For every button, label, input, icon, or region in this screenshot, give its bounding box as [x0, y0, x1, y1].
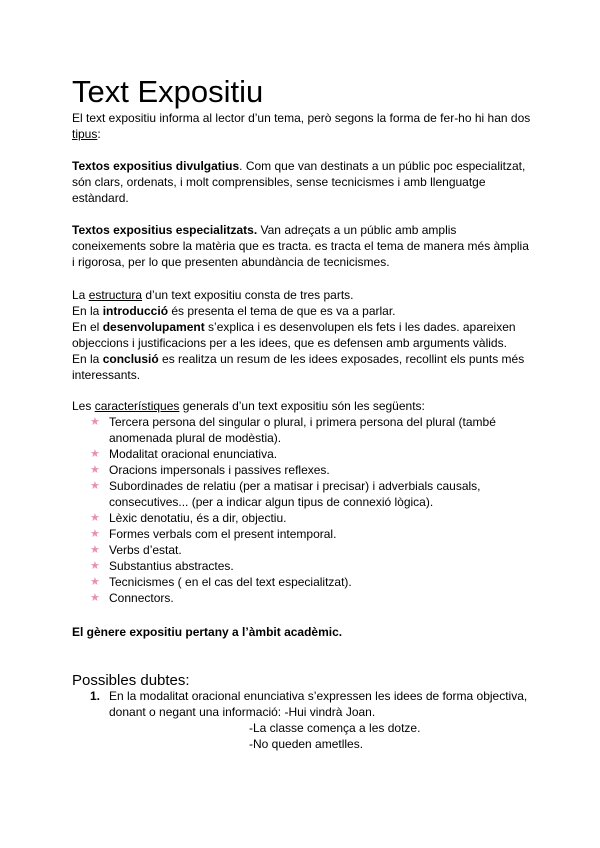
structure-paragraph: La estructura d’un text expositiu consta de tres parts. En la introducció és presenta el tema de que es va a parlar. En el desenvolupament s’explica i es desenvolupen els fets i les dades. apareixen objeccions i justificacions per a les idees, que es defensen amb arguments vàlids. En la conclusió es realitza un resum de les idees exposades, recollint els punts més interessants. [72, 288, 525, 382]
example-line: -No queden ametlles. [249, 737, 364, 751]
star-bullet-icon: ★ [90, 544, 100, 556]
estructura-link[interactable]: estructura [88, 288, 143, 302]
specialized-paragraph: Textos expositius especialitzats. Van adreçats a un públic amb amplis coneixements sobre la matèria que es tracta. es tracta el tema de manera més àmplia i rigorosa, per lo que presenten abundància de tecnicismes. [72, 223, 529, 269]
list-item: ★ Formes verbals com el present intemporal. [90, 527, 337, 541]
list-item: 1. En la modalitat oracional enunciativa s’expressen les idees de forma objectiva, donant o negant una informació: -Hui vindrà Joan. -La classe comença a les dotze. -No queden ametlles. [90, 689, 528, 751]
caracteristiques-link[interactable]: característiques [94, 399, 180, 413]
characteristics-intro: Les característiques generals d’un text expositiu són les següents: [72, 399, 425, 413]
tipus-link[interactable]: tipus [72, 127, 98, 141]
star-bullet-icon: ★ [90, 512, 100, 524]
structure-part-desenvolupament: En el desenvolupament s’explica i es desenvolupen els fets i les dades. apareixen objeccions i justificacions per a les idees, que es defensen amb arguments vàlids. [72, 320, 516, 350]
page-title: Text Expositiu [72, 74, 264, 109]
example-line: -La classe comença a les dotze. [249, 721, 421, 735]
list-item: ★ Tercera persona del singular o plural, i primera persona del plural (també anomenada plural de modèstia). [90, 415, 496, 445]
specialized-heading: Textos expositius especialitzats. [72, 223, 258, 237]
list-item: ★ Oracions impersonals i passives reflexes. [90, 463, 330, 477]
list-item: ★ Substantius abstractes. [90, 559, 234, 573]
characteristics-list [72, 414, 542, 606]
structure-part-conclusio: En la conclusió es realitza un resum de les idees exposades, recollint els punts més interessants. [72, 352, 525, 382]
genre-statement: El gènere expositiu pertany a l’àmbit acadèmic. [72, 625, 343, 639]
star-bullet-icon: ★ [90, 464, 100, 476]
structure-part-introduccio: En la introducció és presenta el tema de que es va a parlar. [72, 304, 396, 318]
list-item: ★ Verbs d’estat. [90, 543, 182, 557]
star-bullet-icon: ★ [90, 416, 100, 428]
item-number: 1. [90, 689, 101, 703]
star-bullet-icon: ★ [90, 592, 100, 604]
divulgative-heading: Textos expositius divulgatius [72, 159, 240, 173]
list-item: ★ Tecnicismes ( en el cas del text especialitzat). [90, 575, 352, 589]
doubts-heading: Possibles dubtes: [72, 672, 190, 689]
list-item: ★ Connectors. [90, 591, 174, 605]
doubts-list [72, 688, 542, 752]
list-item: ★ Subordinades de relatiu (per a matisar i precisar) i adverbials causals, consecutives... (per a indicar algun tipus de connexió lògica). [90, 479, 481, 509]
star-bullet-icon: ★ [90, 480, 100, 492]
intro-paragraph: El text expositiu informa al lector d’un tema, però segons la forma de fer-ho hi han dos tipus: [72, 111, 531, 141]
divulgative-paragraph: Textos expositius divulgatius. Com que van destinats a un públic poc especialitzat, són clars, ordenats, i molt comprensibles, sense tecnicismes i amb llenguatge estàndard. [72, 159, 526, 205]
list-item: ★ Lèxic denotatiu, és a dir, objectiu. [90, 511, 287, 525]
list-item: ★ Modalitat oracional enunciativa. [90, 447, 278, 461]
star-bullet-icon: ★ [90, 560, 100, 572]
star-bullet-icon: ★ [90, 448, 100, 460]
star-bullet-icon: ★ [90, 576, 100, 588]
star-bullet-icon: ★ [90, 528, 100, 540]
